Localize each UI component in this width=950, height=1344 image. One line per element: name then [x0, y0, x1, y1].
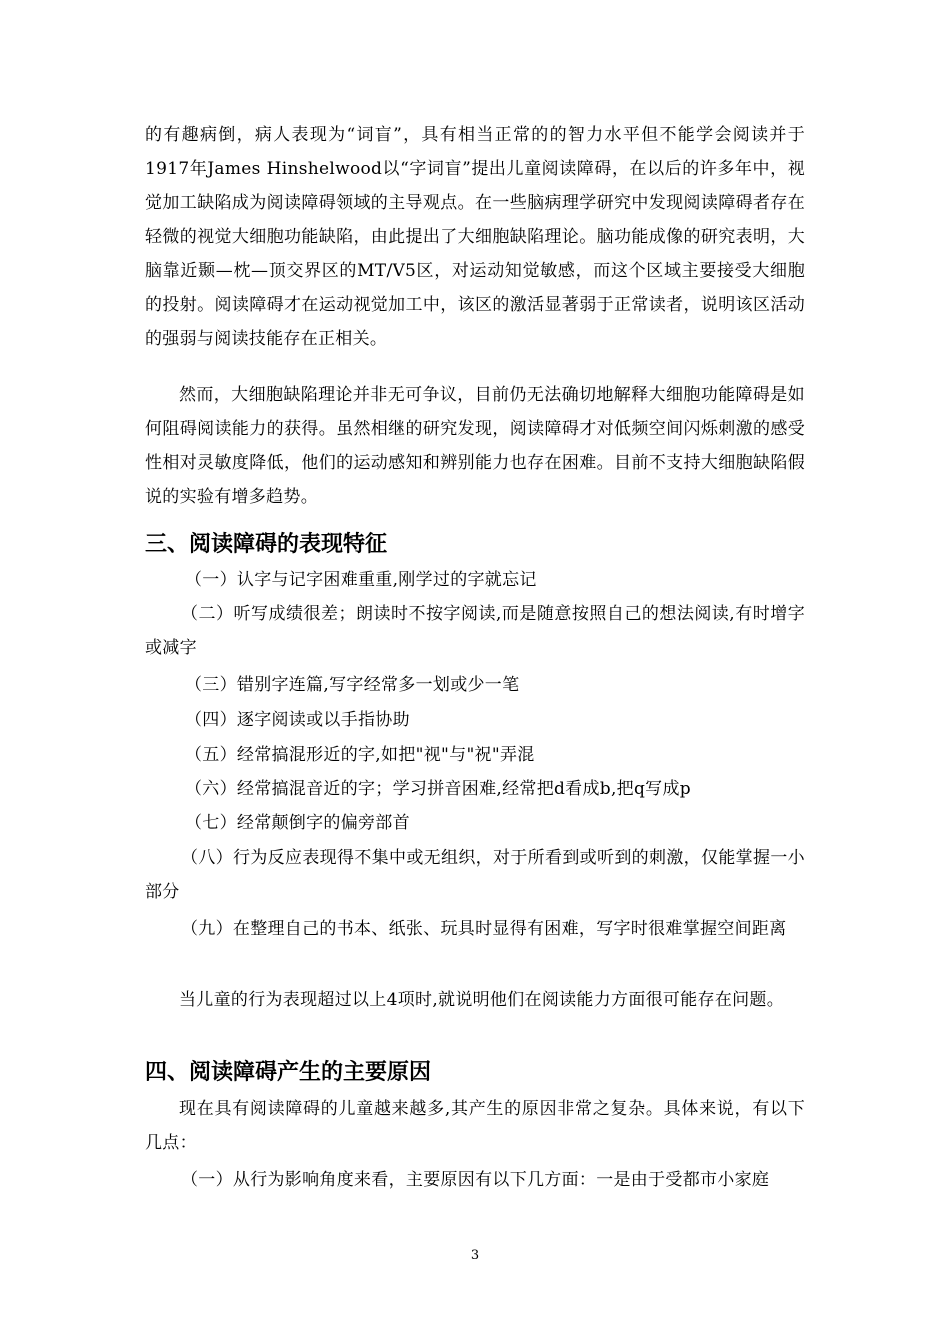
feature-item-6: （六）经常搞混音近的字；学习拼音困难,经常把d看成b,把q写成p: [185, 779, 691, 799]
paragraph-dyslexia-history: 的有趣病倒，病人表现为“词盲”，具有相当正常的的智力水平但不能学会阅读并于1917年James Hinshelwood以“字词盲”提出儿童阅读障碍，在以后的许多年中，视觉加工缺陷成为阅读障碍领域的主导观点。在一些脑病理学研究中发现阅读障碍者存在轻微的视觉大细胞功能缺陷，由此提出了大细胞缺陷理论。脑功能成像的研究表明，大脑靠近颞—枕—顶交界区的MT/V5区，对运动知觉敏感，而这个区域主要接受大细胞的投射。阅读障碍才在运动视觉加工中，该区的激活显著弱于正常读者，说明该区活动的强弱与阅读技能存在正相关。: [145, 125, 805, 349]
feature-item-9: （九）在整理自己的书本、纸张、玩具时显得有困难，写字时很难掌握空间距离: [181, 919, 787, 939]
section-heading-features: 三、阅读障碍的表现特征: [145, 532, 388, 557]
feature-item-8: （八）行为反应表现得不集中或无组织，对于所看到或听到的刺激，仅能掌握一小部分: [145, 848, 805, 902]
cause-item-1: （一）从行为影响角度来看，主要原因有以下几方面：一是由于受都市小家庭: [181, 1170, 770, 1190]
feature-item-1: （一）认字与记字困难重重,刚学过的字就忘记: [185, 570, 537, 590]
page-number: 3: [470, 1248, 480, 1263]
feature-item-7: （七）经常颠倒字的偏旁部首: [185, 813, 410, 833]
paragraph-magnocellular-debate: 然而，大细胞缺陷理论并非无可争议，目前仍无法确切地解释大细胞功能障碍是如何阻碍阅读能力的获得。虽然相继的研究发现，阅读障碍才对低频空间闪烁刺激的感受性相对灵敏度降低，他们的运动感知和辨别能力也存在困难。目前不支持大细胞缺陷假说的实验有增多趋势。: [145, 385, 805, 507]
feature-item-4: （四）逐字阅读或以手指协助: [185, 710, 410, 730]
features-conclusion: 当儿童的行为表现超过以上4项时,就说明他们在阅读能力方面很可能存在问题。: [179, 990, 785, 1010]
feature-item-2: （二）听写成绩很差；朗读时不按字阅读,而是随意按照自己的想法阅读,有时增字或减字: [145, 604, 805, 658]
feature-item-5: （五）经常搞混形近的字,如把"视"与"祝"弄混: [185, 745, 535, 765]
feature-item-3: （三）错别字连篇,写字经常多一划或少一笔: [185, 675, 520, 695]
causes-intro: 现在具有阅读障碍的儿童越来越多,其产生的原因非常之复杂。具体来说，有以下几点：: [145, 1099, 805, 1153]
section-heading-causes: 四、阅读障碍产生的主要原因: [145, 1060, 432, 1085]
